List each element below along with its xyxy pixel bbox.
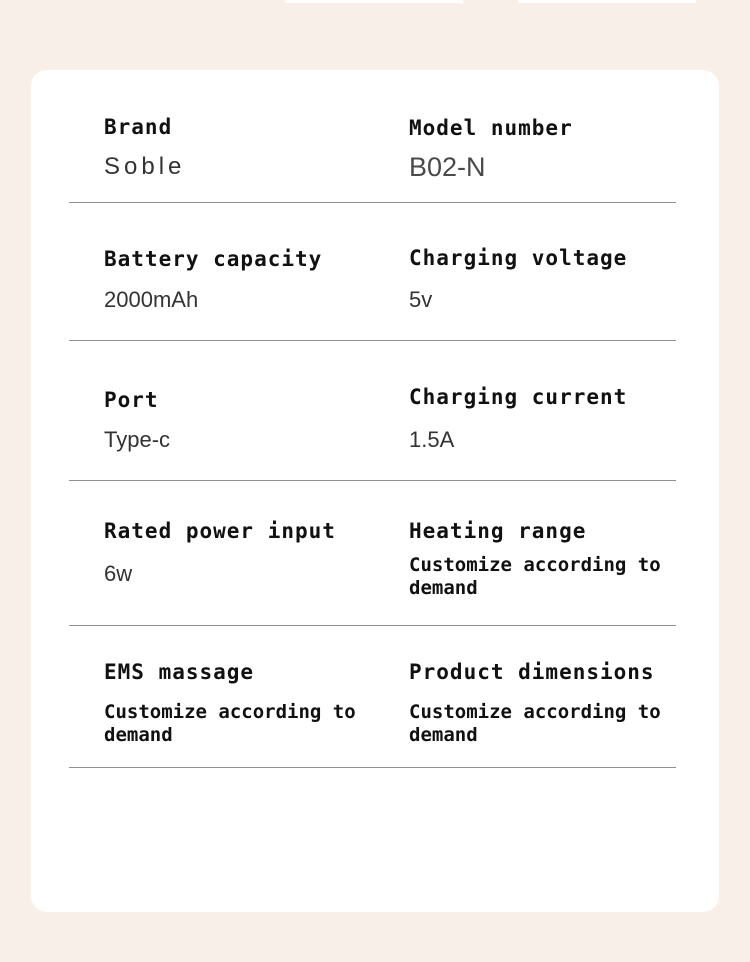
spec-value: Customize according to demand (104, 701, 356, 746)
spec-rated-power-input (104, 519, 336, 587)
spec-charging-current (409, 385, 627, 453)
spec-label: EMS massage (104, 660, 255, 684)
spec-label: Charging voltage (409, 246, 628, 270)
spec-row-ems (69, 626, 676, 768)
spec-ems-massage (104, 660, 364, 747)
spec-product-dimensions (409, 660, 669, 747)
spec-label: Brand (104, 115, 173, 139)
spec-port (104, 388, 170, 453)
top-tab-left (285, 0, 463, 3)
spec-label: Charging current (409, 385, 628, 409)
spec-battery-capacity (104, 247, 322, 313)
top-tab-right (518, 0, 696, 3)
spec-row-power (69, 481, 676, 626)
spec-value: 1.5A (409, 427, 455, 452)
spec-row-brand (69, 70, 676, 203)
spec-value: 5v (409, 287, 433, 312)
spec-value: 2000mAh (104, 287, 199, 312)
spec-charging-voltage (409, 246, 627, 313)
spec-label: Product dimensions (409, 660, 655, 684)
spec-label: Model number (409, 116, 573, 140)
spec-value: B02-N (409, 152, 486, 182)
spec-value: Customize according to demand (409, 554, 661, 599)
spec-brand (104, 115, 185, 181)
spec-value: 6w (104, 561, 133, 586)
spec-label: Heating range (409, 519, 587, 543)
spec-model-number (409, 116, 573, 183)
spec-row-battery (69, 203, 676, 341)
spec-card (31, 70, 719, 912)
spec-heating-range (409, 519, 669, 600)
spec-value: Customize according to demand (409, 701, 661, 746)
spec-row-port (69, 341, 676, 481)
spec-label: Rated power input (104, 519, 336, 543)
spec-value: Soble (104, 153, 186, 180)
spec-value: Type-c (104, 427, 171, 452)
spec-label: Port (104, 388, 159, 412)
spec-label: Battery capacity (104, 247, 323, 271)
